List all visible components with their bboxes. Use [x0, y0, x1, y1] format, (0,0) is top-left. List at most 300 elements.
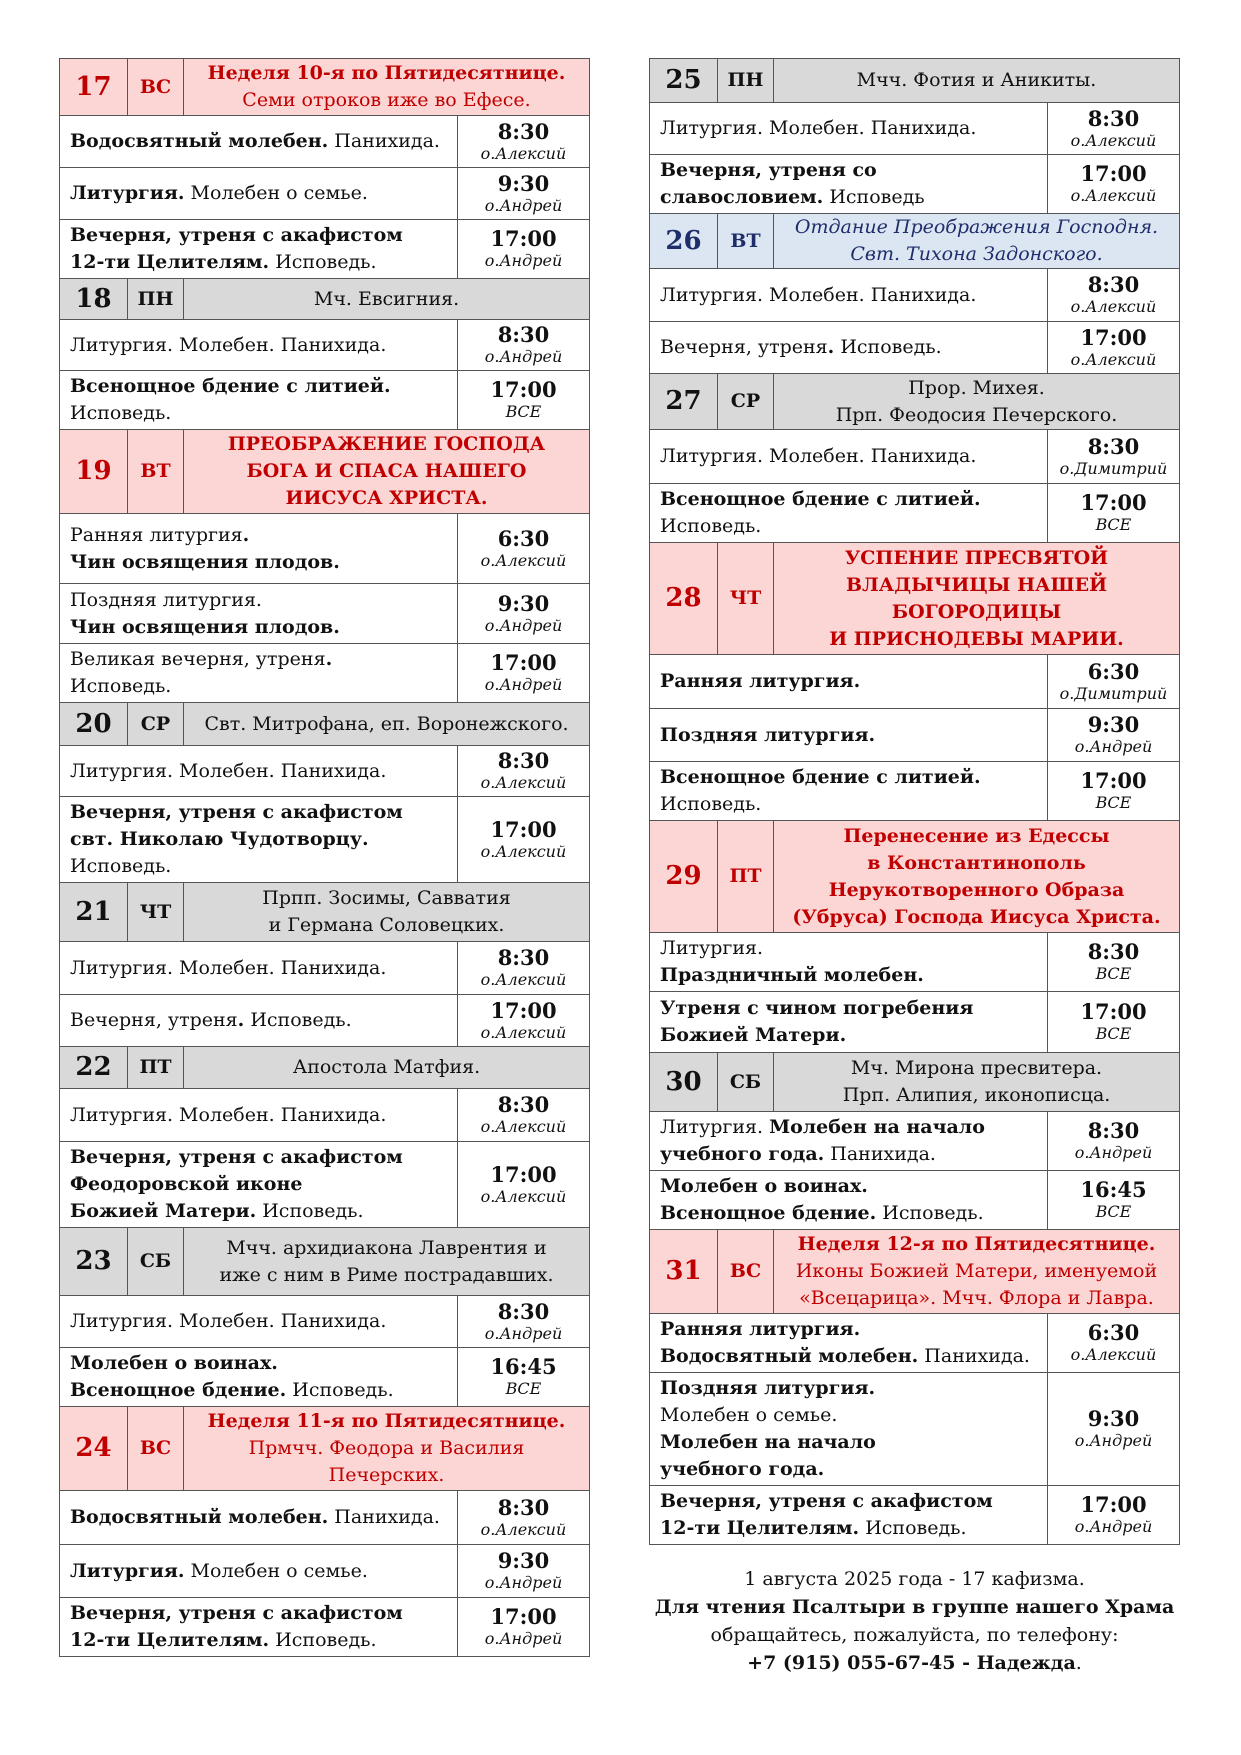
feast-name-line: в Константинополь: [867, 851, 1086, 874]
service-text: свт. Николаю Чудотворцу.: [70, 828, 369, 850]
service-description: [650, 762, 1048, 821]
service-text: Панихида.: [328, 1506, 440, 1528]
service-row: [650, 992, 1180, 1053]
priest-name: о.Андрей: [484, 1573, 563, 1592]
service-text: Литургия. Молебен. Панихида.: [70, 1310, 387, 1332]
feast-name-line: ИИСУСА ХРИСТА.: [285, 487, 488, 509]
weekday: СБ: [128, 1228, 184, 1296]
service-line: [660, 935, 1037, 962]
priest-name: о.Алексий: [480, 1186, 567, 1206]
service-row: [60, 942, 590, 995]
service-description: [60, 514, 458, 584]
service-text: Исповедь.: [876, 1202, 984, 1224]
service-text: Литургия.: [660, 937, 764, 959]
service-time-cell: [1047, 322, 1179, 374]
priest-name: о.Алексий: [480, 841, 567, 861]
day-header-row: [650, 543, 1180, 655]
service-text: Литургия. Молебен. Панихида.: [70, 333, 387, 356]
service-text: Исповедь.: [660, 515, 762, 537]
service-line: [660, 513, 1037, 540]
service-line: [70, 955, 447, 982]
service-line: [70, 758, 447, 785]
weekday: ВС: [718, 1230, 774, 1314]
service-line: [70, 1198, 447, 1225]
service-text: Молебен о семье.: [184, 182, 368, 204]
priest-name: о.Алексий: [1070, 186, 1157, 205]
service-time-cell: [1047, 1373, 1179, 1486]
service-time: 8:30: [497, 322, 550, 347]
service-time: 8:30: [497, 118, 550, 144]
service-description: [650, 1373, 1048, 1486]
service-text: .: [237, 1009, 245, 1031]
feast-name: [774, 1230, 1180, 1314]
feast-name: [184, 1047, 590, 1089]
service-row: [650, 709, 1180, 762]
day-header-row: [650, 374, 1180, 430]
priest-name: о.Алексий: [1070, 349, 1157, 369]
note-contact-line: обращайтесь, пожалуйста, по телефону:: [710, 1624, 1119, 1646]
service-text: Ранняя литургия: [70, 523, 243, 546]
feast-name-line: Свт. Митрофана, еп. Воронежского.: [204, 712, 569, 735]
service-time: 17:00: [490, 997, 557, 1023]
feast-name: [184, 883, 590, 942]
service-time-cell: [1047, 762, 1179, 821]
priest-name: ВСЕ: [505, 402, 542, 421]
service-time: 16:45: [490, 1354, 557, 1379]
service-time-cell: [457, 220, 589, 279]
service-line: [70, 1600, 447, 1627]
service-text: Всенощное бдение.: [660, 1202, 877, 1224]
service-time-cell: [1047, 655, 1179, 709]
service-text: Всенощное бдение с литией.: [70, 375, 391, 397]
day-header-row: [60, 430, 590, 514]
weekday: СР: [718, 374, 774, 430]
service-description: [60, 644, 458, 703]
service-text: учебного года.: [660, 1458, 825, 1480]
day-number: 21: [60, 883, 128, 942]
weekday: ВТ: [718, 214, 774, 269]
weekday: ВТ: [128, 430, 184, 514]
priest-name: о.Алексий: [480, 1519, 567, 1539]
service-line: [70, 222, 447, 249]
service-text: Исповедь.: [834, 336, 942, 358]
service-description: [650, 155, 1048, 214]
service-text: Чин освящения плодов.: [70, 550, 340, 573]
service-row: [60, 168, 590, 220]
feast-name-line: «Всецарица». Мчч. Флора и Лавра.: [799, 1287, 1154, 1309]
service-row: [60, 644, 590, 703]
service-line: [70, 1144, 447, 1171]
priest-name: о.Андрей: [1074, 737, 1153, 756]
service-row: [60, 1348, 590, 1407]
service-text: Вечерня, утреня с акафистом: [660, 1490, 993, 1512]
service-text: Исповедь.: [244, 1009, 352, 1031]
day-number: 18: [60, 279, 128, 320]
service-line: [660, 1488, 1037, 1515]
priest-name: о.Андрей: [484, 1323, 563, 1343]
service-text: Литургия. Молебен. Панихида.: [660, 117, 977, 139]
feast-name-line: (Убруса) Господа Иисуса Христа.: [792, 905, 1161, 928]
service-line: [660, 486, 1037, 513]
service-text: Молебен на начало: [769, 1116, 985, 1138]
schedule-right-column: [649, 58, 1180, 1545]
service-description: [60, 320, 458, 371]
weekday: ЧТ: [128, 883, 184, 942]
service-text: .: [242, 523, 250, 546]
service-row: [60, 220, 590, 279]
service-description: [650, 1112, 1048, 1171]
feast-name-line: ПРЕОБРАЖЕНИЕ ГОСПОДА: [227, 433, 546, 455]
service-row: [650, 155, 1180, 214]
service-time-cell: [1047, 933, 1179, 992]
service-row: [60, 116, 590, 168]
weekday: ЧТ: [718, 543, 774, 655]
phone-number[interactable]: +7 (915) 055-67-45 - Надежда: [747, 1652, 1076, 1674]
service-time-cell: [457, 116, 589, 168]
service-text: .: [827, 336, 835, 358]
feast-name-line: БОГОРОДИЦЫ: [891, 600, 1062, 623]
service-line: [70, 853, 447, 880]
service-description: [650, 1171, 1048, 1230]
service-text: Водосвятный молебен.: [660, 1345, 919, 1367]
schedule-table-right: [649, 58, 1180, 1545]
service-line: [70, 646, 447, 673]
service-row: [60, 371, 590, 430]
service-line: [70, 1504, 447, 1531]
priest-name: о.Андрей: [1074, 1431, 1153, 1450]
service-time-cell: [457, 1089, 589, 1142]
service-row: [650, 269, 1180, 322]
service-line: [70, 1007, 447, 1034]
service-time: 16:45: [1080, 1177, 1147, 1202]
service-row: [60, 320, 590, 371]
day-number: 30: [650, 1053, 718, 1112]
service-time-cell: [1047, 1314, 1179, 1373]
service-text: Литургия. Молебен. Панихида.: [660, 445, 977, 467]
service-description: [650, 1314, 1048, 1373]
service-text: Панихида.: [328, 130, 440, 152]
service-text: Молебен о воинах.: [660, 1175, 868, 1197]
weekday: СР: [128, 703, 184, 746]
feast-name-line: Прмчч. Феодора и Василия: [248, 1437, 525, 1459]
priest-name: о.Алексий: [480, 1117, 567, 1136]
day-header-row: [60, 883, 590, 942]
service-description: [650, 655, 1048, 709]
service-description: [60, 942, 458, 995]
day-header-row: [60, 1228, 590, 1296]
service-description: [650, 933, 1048, 992]
service-time: 9:30: [1087, 1406, 1140, 1431]
day-number: 23: [60, 1228, 128, 1296]
service-description: [60, 1296, 458, 1348]
service-line: [70, 587, 447, 614]
note-phone-line: [649, 1649, 1180, 1677]
weekday: ПН: [718, 59, 774, 103]
service-text: Исповедь.: [256, 1200, 364, 1222]
day-header-row: [60, 1407, 590, 1491]
priest-name: о.Андрей: [1074, 1517, 1153, 1536]
day-header-row: [650, 821, 1180, 933]
service-line: [660, 995, 1037, 1022]
psalter-note: [649, 1565, 1180, 1677]
note-period: .: [1075, 1652, 1082, 1674]
service-text: Исповедь.: [286, 1379, 394, 1401]
service-text: Литургия. Молебен. Панихида.: [660, 283, 977, 306]
service-row: [60, 1598, 590, 1657]
service-text: Литургия. Молебен. Панихида.: [70, 956, 387, 979]
service-row: [60, 746, 590, 797]
day-number: 25: [650, 59, 718, 103]
service-time-cell: [457, 797, 589, 883]
service-line: [70, 614, 447, 641]
service-text: 12-ти Целителям.: [70, 1629, 270, 1651]
service-row: [650, 762, 1180, 821]
feast-name-line: Мч. Мирона пресвитера.: [850, 1057, 1103, 1079]
feast-name-line: Мчч. Фотия и Аникиты.: [856, 69, 1097, 91]
service-description: [650, 992, 1048, 1053]
feast-name-line: Прпп. Зосимы, Савватия: [262, 887, 511, 909]
service-row: [650, 322, 1180, 374]
service-row: [60, 1296, 590, 1348]
weekday: СБ: [718, 1053, 774, 1112]
service-line: [70, 799, 447, 826]
feast-name-line: Неделя 10-я по Пятидесятнице.: [207, 62, 566, 84]
priest-name: ВСЕ: [505, 1379, 542, 1398]
feast-name-line: Печерских.: [328, 1464, 445, 1486]
service-line: [660, 282, 1037, 309]
service-line: [70, 400, 447, 427]
service-text: Исповедь.: [70, 855, 172, 877]
priest-name: о.Андрей: [484, 251, 563, 270]
service-time-cell: [1047, 709, 1179, 762]
feast-name: [184, 430, 590, 514]
priest-name: о.Димитрий: [1059, 683, 1168, 703]
service-text: Литургия.: [660, 1116, 770, 1138]
feast-name-line: Перенесение из Едессы: [843, 824, 1110, 847]
service-time: 9:30: [497, 170, 550, 196]
feast-name: [184, 1228, 590, 1296]
feast-name: [774, 1053, 1180, 1112]
feast-name-line: Семи отроков иже во Ефесе.: [242, 89, 531, 111]
priest-name: ВСЕ: [1095, 1024, 1132, 1043]
schedule-left-column: [59, 58, 590, 1657]
service-line: [660, 764, 1037, 791]
service-text: Поздняя литургия.: [70, 588, 262, 611]
feast-name: [774, 821, 1180, 933]
service-line: [70, 180, 447, 207]
service-time-cell: [457, 746, 589, 797]
service-text: .: [325, 648, 333, 670]
service-text: Утреня с чином погребения: [660, 997, 974, 1019]
priest-name: ВСЕ: [1095, 515, 1132, 534]
service-time: 8:30: [1087, 433, 1140, 459]
day-header-row: [60, 1047, 590, 1089]
service-description: [650, 103, 1048, 155]
service-row: [650, 484, 1180, 543]
day-number: 17: [60, 59, 128, 116]
priest-name: о.Андрей: [484, 675, 563, 694]
service-description: [650, 322, 1048, 374]
feast-name-line: Прор. Михея.: [908, 376, 1045, 399]
service-line: [70, 1102, 447, 1129]
feast-name-line: Свт. Тихона Задонского.: [850, 243, 1103, 265]
service-row: [60, 1491, 590, 1545]
service-text: Исповедь.: [70, 675, 172, 697]
service-line: [660, 1515, 1037, 1542]
service-time-cell: [457, 1598, 589, 1657]
service-time: 9:30: [497, 590, 550, 616]
priest-name: о.Алексий: [480, 550, 567, 570]
service-time-cell: [457, 320, 589, 371]
service-text: Вечерня, утреня: [70, 1009, 238, 1031]
priest-name: о.Андрей: [484, 615, 563, 635]
service-description: [60, 797, 458, 883]
day-number: 22: [60, 1047, 128, 1089]
service-text: Вечерня, утреня: [660, 336, 828, 358]
service-text: Ранняя литургия.: [660, 670, 861, 692]
service-line: [70, 1171, 447, 1198]
service-time: 8:30: [497, 1092, 550, 1117]
service-time: 17:00: [1080, 490, 1147, 515]
weekday: ПН: [128, 279, 184, 320]
service-text: Исповедь.: [269, 251, 377, 273]
service-row: [650, 103, 1180, 155]
service-line: [70, 522, 447, 549]
feast-name-line: иже с ним в Риме пострадавших.: [219, 1263, 554, 1286]
service-text: Вечерня, утреня с акафистом: [70, 1602, 403, 1624]
schedule-table-left: [59, 58, 590, 1657]
feast-name: [184, 1407, 590, 1491]
day-header-row: [650, 214, 1180, 269]
service-row: [60, 1545, 590, 1598]
service-text: Поздняя литургия.: [660, 723, 876, 746]
priest-name: ВСЕ: [1095, 964, 1132, 983]
service-text: Панихида.: [918, 1345, 1030, 1367]
priest-name: о.Андрей: [1074, 1143, 1153, 1162]
feast-name-line: и Германа Соловецких.: [268, 914, 505, 936]
service-row: [650, 655, 1180, 709]
service-time: 17:00: [1080, 999, 1147, 1024]
service-text: Водосвятный молебен.: [70, 130, 329, 152]
service-time-cell: [457, 1142, 589, 1228]
feast-name: [774, 543, 1180, 655]
service-time: 8:30: [1087, 272, 1140, 297]
feast-name: [184, 59, 590, 116]
service-line: [70, 332, 447, 359]
service-time-cell: [457, 1545, 589, 1598]
service-line: [660, 1402, 1037, 1429]
service-time: 17:00: [490, 1604, 557, 1629]
service-text: Исповедь.: [70, 402, 172, 424]
service-row: [650, 430, 1180, 484]
service-row: [650, 933, 1180, 992]
service-text: Исповедь.: [660, 793, 762, 815]
service-line: [660, 443, 1037, 470]
service-text: Молебен на начало: [660, 1431, 876, 1453]
feast-name: [184, 703, 590, 746]
weekday: ПТ: [128, 1047, 184, 1089]
priest-name: о.Алексий: [1070, 1345, 1157, 1364]
service-row: [650, 1314, 1180, 1373]
service-time: 17:00: [490, 1161, 557, 1187]
service-line: [660, 1173, 1037, 1200]
service-description: [60, 1491, 458, 1545]
service-row: [60, 1142, 590, 1228]
service-time: 8:30: [1087, 1118, 1140, 1143]
feast-name-line: УСПЕНИЕ ПРЕСВЯТОЙ: [844, 546, 1109, 569]
service-line: [660, 1375, 1037, 1402]
feast-name-line: Неделя 12-я по Пятидесятнице.: [797, 1233, 1156, 1255]
service-row: [650, 1171, 1180, 1230]
service-text: Вечерня, утреня с акафистом: [70, 801, 403, 823]
service-text: Феодоровской иконе: [70, 1173, 303, 1195]
service-description: [60, 1598, 458, 1657]
service-time: 6:30: [497, 525, 550, 551]
day-number: 20: [60, 703, 128, 746]
service-text: Литургия. Молебен. Панихида.: [70, 759, 387, 782]
priest-name: ВСЕ: [1095, 1202, 1132, 1221]
service-time: 6:30: [1087, 1320, 1140, 1345]
feast-name-line: Нерукотворенного Образа: [828, 878, 1125, 901]
service-text: Исповедь.: [269, 1629, 377, 1651]
service-text: Исповедь: [823, 186, 925, 208]
service-line: [70, 1377, 447, 1404]
service-line: [660, 115, 1037, 142]
service-time-cell: [457, 584, 589, 644]
priest-name: ВСЕ: [1095, 793, 1132, 812]
service-description: [60, 371, 458, 430]
feast-name-line: Неделя 11-я по Пятидесятнице.: [207, 1410, 566, 1432]
service-row: [60, 584, 590, 644]
service-description: [60, 116, 458, 168]
service-line: [660, 1429, 1037, 1456]
service-line: [70, 673, 447, 700]
priest-name: о.Андрей: [484, 1629, 563, 1648]
service-text: Поздняя литургия.: [660, 1377, 876, 1399]
service-time-cell: [457, 1491, 589, 1545]
priest-name: о.Димитрий: [1059, 458, 1168, 478]
service-description: [60, 746, 458, 797]
priest-name: о.Андрей: [484, 195, 563, 215]
service-text: Вечерня, утреня с акафистом: [70, 1146, 403, 1168]
feast-name-line: БОГА И СПАСА НАШЕГО: [246, 460, 527, 482]
service-text: Литургия.: [70, 1559, 185, 1582]
service-text: Вечерня, утреня с акафистом: [70, 224, 403, 246]
service-time: 8:30: [1087, 939, 1140, 964]
service-description: [650, 430, 1048, 484]
service-description: [650, 709, 1048, 762]
service-line: [660, 1114, 1037, 1141]
day-number: 19: [60, 430, 128, 514]
service-text: Молебен о семье.: [660, 1404, 838, 1426]
service-text: Всенощное бдение с литией.: [660, 766, 981, 788]
service-text: 12-ти Целителям.: [660, 1517, 860, 1539]
priest-name: о.Алексий: [1070, 130, 1157, 150]
day-number: 27: [650, 374, 718, 430]
feast-name-line: И ПРИСНОДЕВЫ МАРИИ.: [829, 627, 1124, 650]
service-line: [660, 1141, 1037, 1168]
service-time: 8:30: [497, 1494, 550, 1520]
service-time: 17:00: [490, 650, 557, 675]
service-text: Великая вечерня, утреня: [70, 648, 326, 670]
day-header-row: [650, 1053, 1180, 1112]
service-description: [650, 1486, 1048, 1545]
service-text: Праздничный молебен.: [660, 964, 924, 986]
service-row: [60, 1089, 590, 1142]
service-line: [660, 722, 1037, 749]
service-line: [70, 373, 447, 400]
service-time: 8:30: [1087, 105, 1140, 131]
